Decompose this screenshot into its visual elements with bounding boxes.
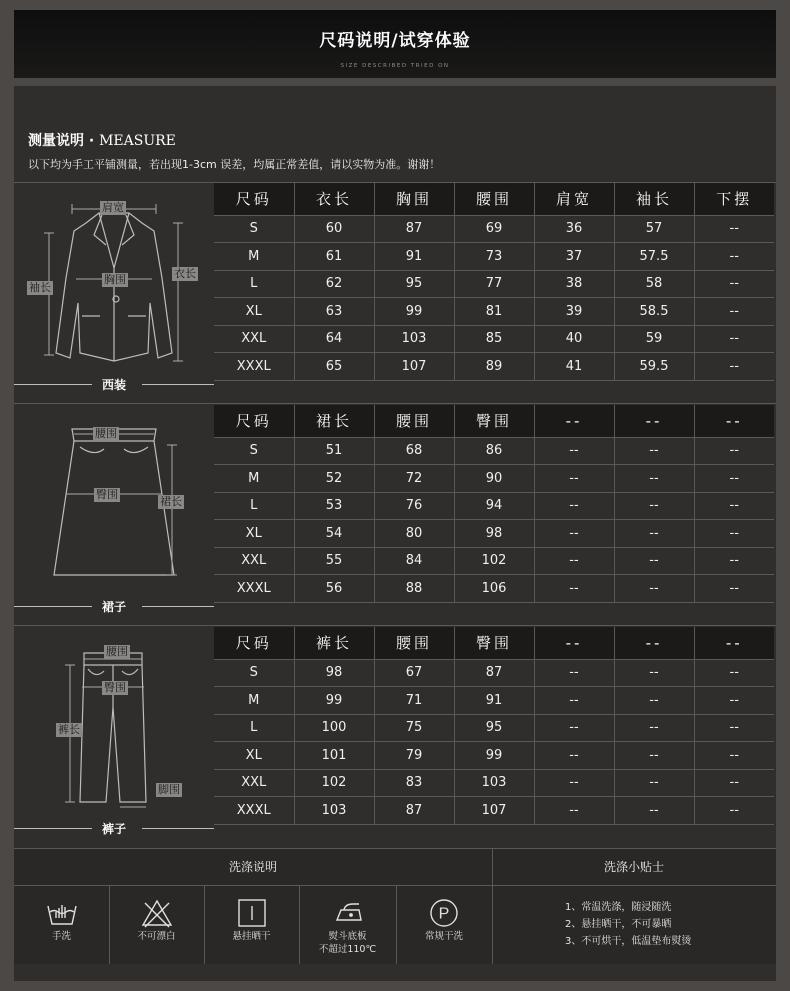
cell: S: [214, 437, 294, 465]
cell: 102: [454, 547, 534, 575]
cell: 107: [454, 797, 534, 825]
measure-title: 测量说明 · MEASURE: [28, 133, 176, 149]
cell: 103: [374, 325, 454, 353]
cell: 81: [454, 298, 534, 326]
tip-item: 3、不可烘干，低温垫布熨烫: [565, 936, 692, 947]
cell: 89: [454, 353, 534, 381]
pants-sketch: [14, 627, 214, 847]
banner-subtitle: SIZE DESCRIBED TRIED ON: [340, 63, 450, 69]
header-cell: 尺码: [214, 405, 294, 437]
cell: 51: [294, 437, 374, 465]
header-cell: 臀围: [454, 405, 534, 437]
cell: --: [694, 437, 774, 465]
cell: --: [614, 797, 694, 825]
table-row: [214, 547, 774, 575]
divider: [14, 403, 776, 404]
cell: 39: [534, 298, 614, 326]
cell: 41: [534, 353, 614, 381]
caption-line-right: [142, 384, 214, 385]
cell: 68: [374, 437, 454, 465]
cell: XXXL: [214, 575, 294, 603]
cell: 79: [374, 742, 454, 770]
caption-line-left: [14, 606, 92, 607]
cell: --: [694, 575, 774, 603]
cell: --: [694, 465, 774, 493]
cell: 84: [374, 547, 454, 575]
cell: --: [694, 547, 774, 575]
header-cell: 尺码: [214, 183, 294, 215]
cell: --: [534, 465, 614, 493]
cell: 107: [374, 353, 454, 381]
cell: --: [614, 714, 694, 742]
cell: --: [694, 797, 774, 825]
suit-figure: [14, 183, 214, 403]
table-row: [214, 492, 774, 520]
cell: --: [694, 520, 774, 548]
cell: --: [614, 520, 694, 548]
cell: --: [534, 547, 614, 575]
cell: 38: [534, 270, 614, 298]
cell: --: [534, 769, 614, 797]
cell: --: [614, 437, 694, 465]
cell: --: [534, 742, 614, 770]
skirt-figure: [14, 405, 214, 625]
cell: --: [614, 492, 694, 520]
cell: XL: [214, 742, 294, 770]
cell: --: [694, 270, 774, 298]
caption-line-left: [14, 828, 92, 829]
cell: 69: [454, 215, 534, 243]
iron-icon: [331, 898, 365, 928]
cell: L: [214, 714, 294, 742]
table-row: [214, 687, 774, 715]
cell: S: [214, 659, 294, 687]
table-row: [214, 215, 774, 243]
cell: 54: [294, 520, 374, 548]
header-cell: --: [694, 627, 774, 659]
table-row: [214, 465, 774, 493]
table-row: [214, 353, 774, 381]
length-label: 衣长: [174, 267, 196, 280]
cell: 87: [374, 215, 454, 243]
iron-label: 熨斗底板 不超过110℃: [318, 931, 377, 955]
cell: 40: [534, 325, 614, 353]
dry-clean-label: 常规干洗: [424, 931, 463, 942]
cell: 99: [454, 742, 534, 770]
table-header-row: [214, 627, 774, 659]
cell: 64: [294, 325, 374, 353]
cell: --: [534, 714, 614, 742]
cell: L: [214, 492, 294, 520]
cell: 59: [614, 325, 694, 353]
table-header-row: [214, 183, 774, 215]
skirt-caption: 裙子: [102, 600, 127, 614]
cell: --: [694, 742, 774, 770]
banner-title: 尺码说明/试穿体验: [319, 31, 471, 51]
wash-title: 洗涤说明: [14, 849, 492, 886]
header-cell: 尺码: [214, 627, 294, 659]
table-row: [214, 270, 774, 298]
cell: --: [694, 492, 774, 520]
pants-caption: 裤子: [102, 822, 127, 836]
header-cell: --: [614, 627, 694, 659]
cell: S: [214, 215, 294, 243]
cell: 56: [294, 575, 374, 603]
table-row: [214, 298, 774, 326]
header-cell: 臀围: [454, 627, 534, 659]
cell: 106: [454, 575, 534, 603]
hem-label: 脚围: [158, 783, 180, 796]
tip-item: 1、常温洗涤，随浸随洗: [565, 902, 672, 913]
cell: 103: [294, 797, 374, 825]
header-cell: 腰围: [374, 405, 454, 437]
table-row: [214, 714, 774, 742]
cell: --: [534, 659, 614, 687]
cell: 83: [374, 769, 454, 797]
header-cell: 腰围: [374, 627, 454, 659]
cell: 67: [374, 659, 454, 687]
cell: 99: [374, 298, 454, 326]
cell: --: [534, 492, 614, 520]
cell: 95: [454, 714, 534, 742]
header-cell: 腰围: [454, 183, 534, 215]
length-label: 裤长: [58, 723, 80, 736]
header-cell: --: [534, 627, 614, 659]
cell: 72: [374, 465, 454, 493]
tip-item: 2、悬挂晒干，不可暴晒: [565, 919, 672, 930]
no-bleach-label: 不可漂白: [137, 931, 176, 942]
cell: --: [694, 769, 774, 797]
cell: --: [534, 687, 614, 715]
cell: --: [694, 325, 774, 353]
cell: 95: [374, 270, 454, 298]
cell: 103: [454, 769, 534, 797]
cell: XXL: [214, 769, 294, 797]
dry-clean-glyph: P: [438, 905, 450, 923]
cell: 57: [614, 215, 694, 243]
no-bleach-item: [109, 886, 204, 965]
divider: [14, 625, 776, 626]
cell: 91: [374, 243, 454, 271]
cell: 80: [374, 520, 454, 548]
table-row: [214, 437, 774, 465]
cell: XXL: [214, 325, 294, 353]
cell: 63: [294, 298, 374, 326]
cell: --: [614, 547, 694, 575]
pants-figure: [14, 627, 214, 847]
cell: 99: [294, 687, 374, 715]
care-divider: [492, 849, 493, 965]
hip-label: 臀围: [96, 488, 118, 501]
cell: 87: [374, 797, 454, 825]
cell: 55: [294, 547, 374, 575]
cell: 86: [454, 437, 534, 465]
header-cell: 下摆: [694, 183, 774, 215]
tips-title: 洗涤小贴士: [492, 849, 776, 886]
table-header-row: [214, 405, 774, 437]
cell: --: [534, 520, 614, 548]
cell: --: [534, 797, 614, 825]
table-row: [214, 742, 774, 770]
cell: 76: [374, 492, 454, 520]
hand-wash-item: [14, 886, 109, 965]
skirt-size-table: [214, 405, 774, 603]
cell: 53: [294, 492, 374, 520]
cell: XXXL: [214, 353, 294, 381]
cell: --: [534, 437, 614, 465]
cell: 85: [454, 325, 534, 353]
cell: 59.5: [614, 353, 694, 381]
header-banner: [14, 10, 776, 78]
cell: 90: [454, 465, 534, 493]
cell: 88: [374, 575, 454, 603]
hang-dry-label: 悬挂晒干: [232, 931, 271, 942]
header-cell: 裤长: [294, 627, 374, 659]
cell: 58: [614, 270, 694, 298]
dry-clean-icon: [427, 898, 461, 928]
no-bleach-icon: [140, 898, 174, 928]
cell: --: [694, 687, 774, 715]
table-row: [214, 243, 774, 271]
caption-line-right: [142, 606, 214, 607]
waist-label: 腰围: [95, 427, 117, 440]
cell: 57.5: [614, 243, 694, 271]
cell: 101: [294, 742, 374, 770]
header-cell: 胸围: [374, 183, 454, 215]
cell: XXL: [214, 547, 294, 575]
suit-caption: 西装: [102, 378, 127, 392]
caption-line-right: [142, 828, 214, 829]
cell: XXXL: [214, 797, 294, 825]
header-cell: --: [614, 405, 694, 437]
cell: 52: [294, 465, 374, 493]
chest-label: 胸围: [104, 273, 126, 286]
cell: --: [534, 575, 614, 603]
cell: 98: [294, 659, 374, 687]
cell: --: [614, 659, 694, 687]
cell: --: [694, 659, 774, 687]
table-row: [214, 325, 774, 353]
header-cell: 肩宽: [534, 183, 614, 215]
cell: --: [614, 465, 694, 493]
caption-line-left: [14, 384, 92, 385]
header-cell: --: [534, 405, 614, 437]
cell: XL: [214, 520, 294, 548]
cell: XL: [214, 298, 294, 326]
iron-item: [299, 886, 396, 965]
cell: --: [694, 298, 774, 326]
cell: 98: [454, 520, 534, 548]
shoulder-label: 肩宽: [102, 201, 124, 214]
cell: --: [694, 714, 774, 742]
cell: --: [694, 215, 774, 243]
cell: 36: [534, 215, 614, 243]
cell: 94: [454, 492, 534, 520]
cell: 102: [294, 769, 374, 797]
waist-label: 腰围: [106, 645, 128, 658]
cell: --: [614, 769, 694, 797]
cell: 73: [454, 243, 534, 271]
header-cell: --: [694, 405, 774, 437]
bottom-strip: [14, 964, 776, 981]
cell: M: [214, 243, 294, 271]
cell: 77: [454, 270, 534, 298]
table-row: [214, 575, 774, 603]
cell: --: [694, 243, 774, 271]
hang-dry-item: [204, 886, 299, 965]
cell: --: [614, 575, 694, 603]
cell: M: [214, 687, 294, 715]
sleeve-label: 袖长: [29, 281, 51, 294]
hand-wash-label: 手洗: [51, 931, 71, 942]
cell: 61: [294, 243, 374, 271]
cell: 37: [534, 243, 614, 271]
table-row: [214, 659, 774, 687]
cell: 58.5: [614, 298, 694, 326]
cell: L: [214, 270, 294, 298]
hang-dry-icon: [235, 898, 269, 928]
cell: 65: [294, 353, 374, 381]
measure-note: 以下均为手工平铺测量，若出现1-3cm 误差，均属正常差值，请以实物为准。谢谢！: [28, 158, 441, 171]
cell: --: [614, 687, 694, 715]
suit-size-table: [214, 183, 774, 381]
cell: M: [214, 465, 294, 493]
cell: 87: [454, 659, 534, 687]
table-row: [214, 769, 774, 797]
cell: 62: [294, 270, 374, 298]
cell: 91: [454, 687, 534, 715]
hip-label: 臀围: [104, 681, 126, 694]
dry-clean-item: [396, 886, 492, 965]
cell: 71: [374, 687, 454, 715]
cell: --: [614, 742, 694, 770]
care-tips: [565, 899, 691, 950]
header-cell: 袖长: [614, 183, 694, 215]
hand-wash-icon: [45, 898, 79, 928]
table-row: [214, 797, 774, 825]
header-cell: 衣长: [294, 183, 374, 215]
length-label: 裙长: [160, 495, 182, 508]
table-row: [214, 520, 774, 548]
cell: 60: [294, 215, 374, 243]
cell: 100: [294, 714, 374, 742]
cell: --: [694, 353, 774, 381]
cell: 75: [374, 714, 454, 742]
pants-size-table: [214, 627, 774, 825]
header-cell: 裙长: [294, 405, 374, 437]
